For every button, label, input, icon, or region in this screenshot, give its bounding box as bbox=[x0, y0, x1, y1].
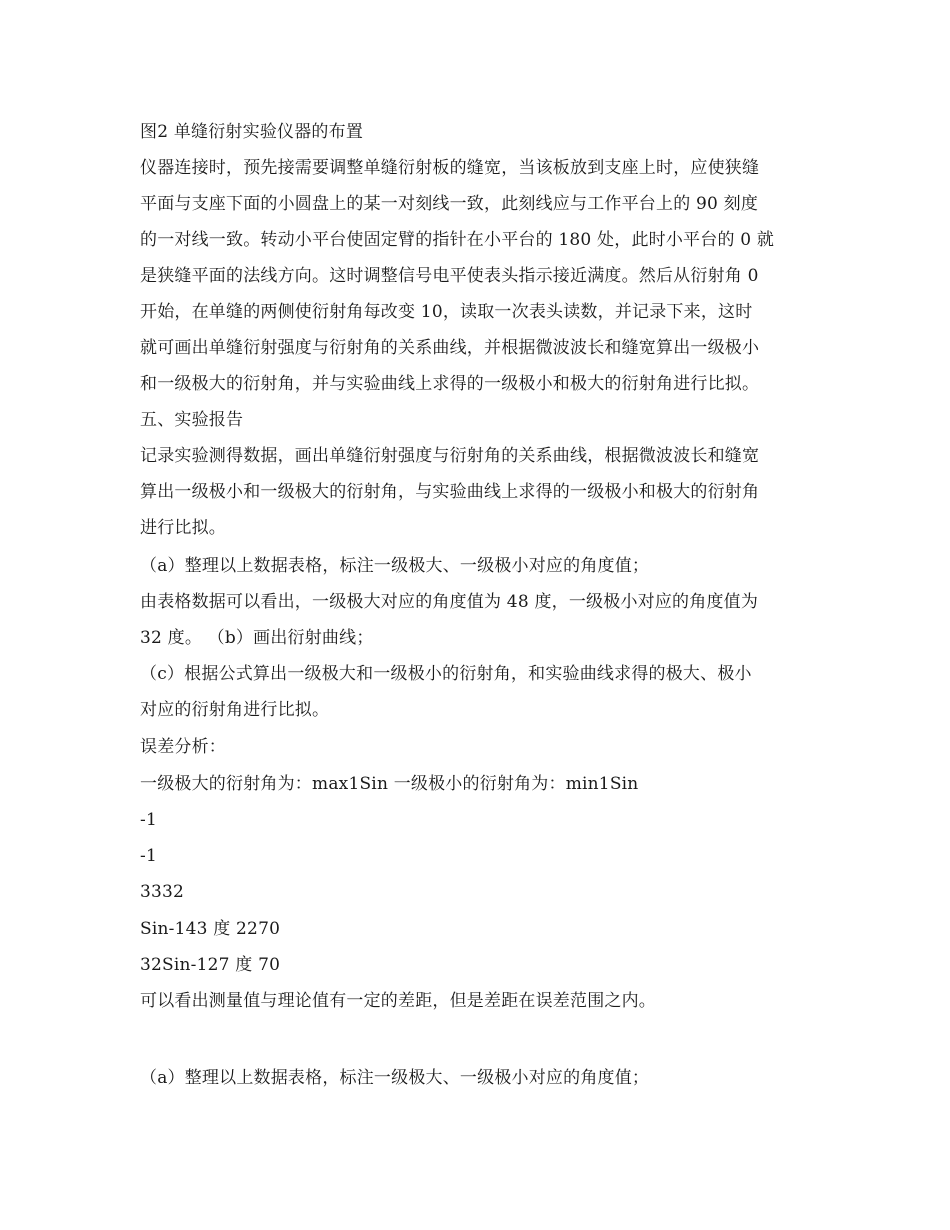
paragraph-line: 记录实验测得数据，画出单缝衍射强度与衍射角的关系曲线，根据微波波长和缝宽 bbox=[140, 446, 760, 466]
list-item-a: （a）整理以上数据表格，标注一级极大、一级极小对应的角度值； bbox=[140, 556, 650, 576]
paragraph-line: 仪器连接时，预先接需要调整单缝衍射板的缝宽，当该板放到支座上时，应使狭缝 bbox=[140, 158, 760, 178]
list-item-c: （c）根据公式算出一级极大和一级极小的衍射角，和实验曲线求得的极大、极小 bbox=[140, 664, 752, 684]
conclusion-line: 可以看出测量值与理论值有一定的差距，但是差距在误差范围之内。 bbox=[140, 991, 656, 1011]
error-heading: 误差分析： bbox=[140, 737, 226, 757]
paragraph-line: 开始，在单缝的两侧使衍射角每改变 10，读取一次表头读数，并记录下来，这时 bbox=[140, 302, 753, 322]
paragraph-line: 是狭缝平面的法线方向。这时调整信号电平使表头指示接近满度。然后从衍射角 0 bbox=[140, 266, 759, 286]
list-item-a-repeat: （a）整理以上数据表格，标注一级极大、一级极小对应的角度值； bbox=[140, 1068, 650, 1088]
result-line: 由表格数据可以看出，一级极大对应的角度值为 48 度，一级极小对应的角度值为 bbox=[140, 592, 759, 612]
formula-line: 3332 bbox=[140, 882, 185, 902]
formula-line: 一级极大的衍射角为：max1Sin 一级极小的衍射角为：min1Sin bbox=[140, 774, 639, 794]
paragraph-line: 进行比拟。 bbox=[140, 518, 226, 538]
section-heading: 五、实验报告 bbox=[140, 410, 244, 430]
paragraph-line: 算出一级极小和一级极大的衍射角，与实验曲线上求得的一级极小和极大的衍射角 bbox=[140, 482, 760, 502]
paragraph-line: 就可画出单缝衍射强度与衍射角的关系曲线，并根据微波波长和缝宽算出一级极小 bbox=[140, 338, 760, 358]
formula-line: -1 bbox=[140, 810, 157, 830]
paragraph-line: 的一对线一致。转动小平台使固定臂的指针在小平台的 180 处，此时小平台的 0 就 bbox=[140, 230, 775, 250]
figure-caption: 图2 单缝衍射实验仪器的布置 bbox=[140, 122, 364, 142]
result-line: 32 度。 （b）画出衍射曲线； bbox=[140, 628, 374, 648]
paragraph-line: 和一级极大的衍射角，并与实验曲线上求得的一级极小和极大的衍射角进行比拟。 bbox=[140, 374, 760, 394]
formula-line: Sin-143 度 2270 bbox=[140, 919, 281, 939]
formula-line: 32Sin-127 度 70 bbox=[140, 955, 281, 975]
list-item-c-cont: 对应的衍射角进行比拟。 bbox=[140, 700, 330, 720]
formula-line: -1 bbox=[140, 846, 157, 866]
paragraph-line: 平面与支座下面的小圆盘上的某一对刻线一致，此刻线应与工作平台上的 90 刻度 bbox=[140, 194, 759, 214]
